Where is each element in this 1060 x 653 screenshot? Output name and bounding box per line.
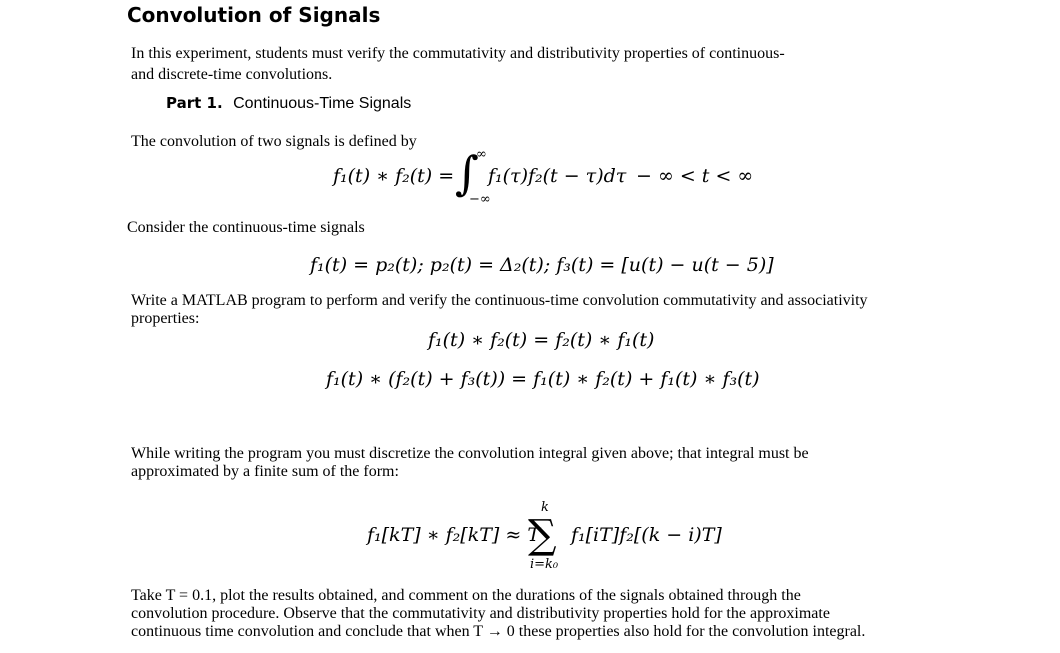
part-number: Part 1. [166, 94, 223, 112]
sum-body: f₁[iT]f₂[(k − i)T] [571, 524, 722, 546]
discretize-line-1: While writing the program you must discretize the convolution integral given above; that integral must be [131, 445, 809, 462]
sum-lhs: f₁[kT] ∗ f₂[kT] ≈ T [367, 524, 540, 546]
distributivity-equation: f₁(t) ∗ (f₂(t) + f₃(t)) = f₁(t) ∗ f₂(t) + f₁(t) ∗ f₃(t) [326, 368, 760, 390]
commutativity-equation: f₁(t) ∗ f₂(t) = f₂(t) ∗ f₁(t) [428, 329, 655, 351]
integral-sign: ∫ [455, 146, 479, 200]
part-heading [166, 94, 411, 113]
conclusion-line-2: convolution procedure. Observe that the commutativity and distributivity properties hold for the approximate [131, 605, 830, 622]
part-title: Continuous-Time Signals [233, 95, 412, 112]
consider-text: Consider the continuous-time signals [127, 219, 365, 236]
integral-upper-limit: ∞ [476, 147, 487, 162]
conclusion-line-3: continuous time convolution and conclude that when T → 0 these properties also hold for the convolution integral. [131, 623, 866, 640]
conclusion-line-1: Take T = 0.1, plot the results obtained, and comment on the durations of the signals obtained through the [131, 587, 801, 604]
convolution-intro: The convolution of two signals is defined by [131, 133, 417, 150]
integral-range: − ∞ < t < ∞ [636, 165, 754, 187]
discretize-line-2: approximated by a finite sum of the form: [131, 463, 399, 480]
page-title: Convolution of Signals [127, 3, 381, 27]
intro-line-1: In this experiment, students must verify the commutativity and distributivity properties of continuous- [131, 45, 785, 62]
integral-lhs: f₁(t) ∗ f₂(t) = [333, 165, 455, 187]
intro-line-2: and discrete-time convolutions. [131, 66, 333, 83]
matlab-task-line-1: Write a MATLAB program to perform and verify the continuous-time convolution commutativity and associativity [131, 292, 868, 309]
integral-body: f₁(τ)f₂(t − τ)dτ [488, 165, 627, 187]
sigma-sign: ∑ [528, 512, 557, 558]
sum-upper-limit: k [541, 500, 549, 515]
sum-lower-limit: i=k₀ [530, 557, 559, 572]
matlab-task-line-2: properties: [131, 310, 200, 327]
integral-lower-limit: −∞ [469, 192, 491, 207]
signals-equation: f₁(t) = p₂(t); p₂(t) = Δ₂(t); f₃(t) = [u(t) − u(t − 5)] [310, 254, 774, 276]
